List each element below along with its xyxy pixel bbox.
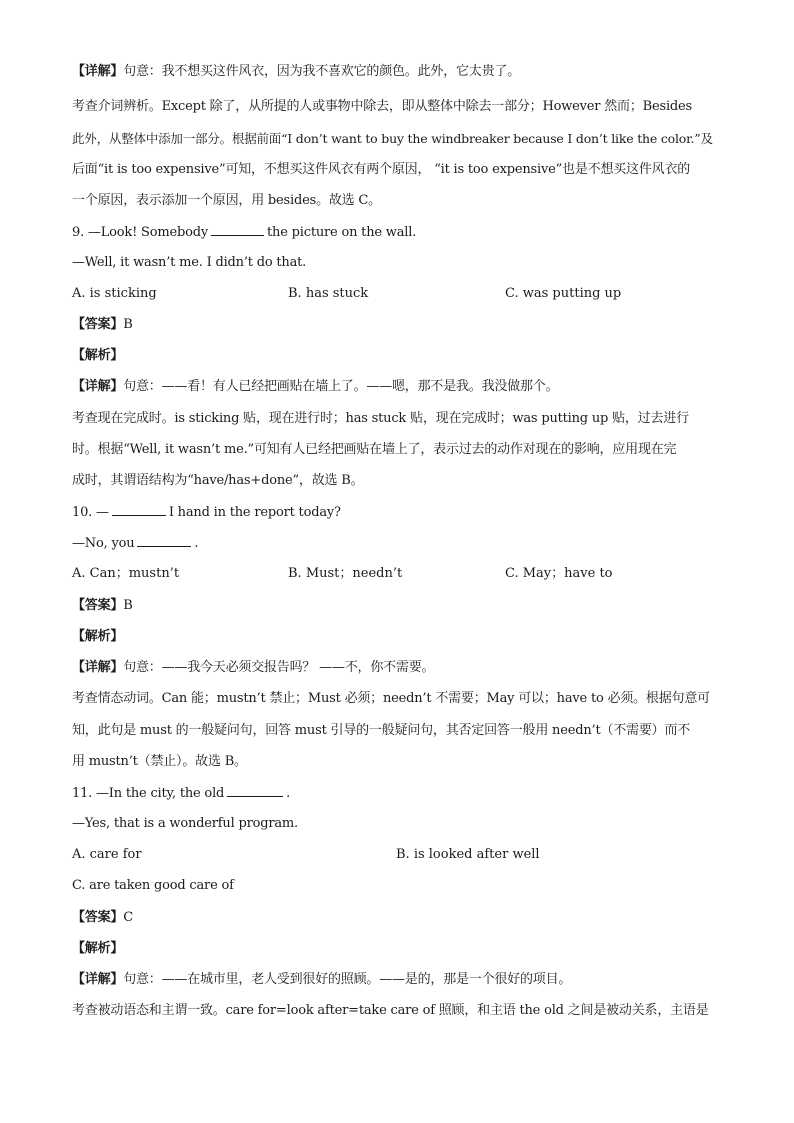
q9-stem-before: 9. —Look! Somebody [72,225,209,240]
q9-analysis-tag: 【解析】 [72,348,124,363]
q10-explanation-line-2: 知，此句是 must 的一般疑问句，回答 must 引导的一般疑问句，其否定回答一般用 needn’t（不需要）而不 [72,723,691,738]
q11-explanation-line-1: 考查被动语态和主谓一致。care for=look after=take care of 照顾，和主语 the old 之间是被动关系，主语是 [72,1003,709,1018]
q9-stem [72,222,416,243]
q10-option-b: B. Must；needn’t [288,566,403,581]
q9-explanation-line-2: 时。根据“Well, it wasn’t me.”可知有人已经把画贴在墙上了，表示过去的动作对现在的影响，应用现在完 [72,442,677,457]
q10-detail-text: 句意：——我今天必须交报告吗？ ——不，你不需要。 [123,660,435,675]
q9-answer-tag: 【答案】 [72,317,124,332]
q11-answer-line [72,908,133,928]
q11-option-a: A. care for [72,847,142,862]
q10-stem [72,502,341,523]
q11-options-row-1 [72,845,722,865]
q9-options [72,284,722,304]
q11-reply: —Yes, that is a wonderful program. [72,816,298,831]
q10-reply [72,533,198,554]
q11-detail-line [72,970,571,990]
q8-detail-line [72,62,520,82]
q10-options [72,564,722,584]
q9-option-a: A. is sticking [72,286,157,301]
q9-detail-tag: 【详解】 [72,379,124,394]
q10-answer-value: B [123,598,133,613]
q10-stem-before: 10. — [72,505,109,520]
q10-answer-blank-1 [112,502,166,516]
q9-detail-text: 句意：——看！有人已经把画贴在墙上了。——嗯，那不是我。我没做那个。 [123,379,559,394]
q11-answer-blank [227,783,283,797]
q9-explanation-line-1: 考查现在完成时。is sticking 贴，现在进行时；has stuck 贴，现在完成时；was putting up 贴，过去进行 [72,411,689,426]
q10-reply-before: —No, you [72,536,135,551]
q8-explanation-line-4: 一个原因，表示添加一个原因，用 besides。故选 C。 [72,193,381,208]
q8-explanation-line-2: 此外，从整体中添加一部分。根据前面“I don’t want to buy the windbreaker because I don’t like the color.”及 [72,131,713,146]
q8-explanation-line-3: 后面“it is too expensive”可知，不想买这件风衣有两个原因， “it is too expensive”也是不想买这件风衣的 [72,162,691,177]
q9-answer-value: B [123,317,133,332]
q11-option-c: C. are taken good care of [72,878,234,893]
q10-option-c: C. May；have to [505,566,613,581]
q11-detail-tag: 【详解】 [72,972,124,987]
q8-detail-tag: 【详解】 [72,64,124,79]
q10-explanation-line-3: 用 mustn’t（禁止）。故选 B。 [72,754,247,769]
q9-answer-blank [211,222,264,236]
q10-stem-after: I hand in the report today? [168,505,341,520]
q10-answer-blank-2 [137,533,191,547]
q10-detail-line [72,658,434,678]
q11-answer-value: C [123,910,133,925]
q11-answer-tag: 【答案】 [72,910,124,925]
q8-explanation-line-1: 考查介词辨析。Except 除了，从所提的人或事物中除去，即从整体中除去一部分；However 然而；Besides [72,99,693,114]
q11-detail-text: 句意：——在城市里，老人受到很好的照顾。——是的，那是一个很好的项目。 [123,972,572,987]
q11-stem-before: 11. —In the city, the old [72,786,225,801]
q10-explanation-line-1: 考查情态动词。Can 能；mustn’t 禁止；Must 必须；needn’t 不需要；May 可以；have to 必须。根据句意可 [72,691,710,706]
q8-detail-text: 句意：我不想买这件风衣，因为我不喜欢它的颜色。此外，它太贵了。 [123,64,521,79]
q9-answer-line [72,315,133,335]
q10-answer-tag: 【答案】 [72,598,124,613]
q9-explanation-line-3: 成时，其谓语结构为“have/has+done”，故选 B。 [72,473,364,488]
q9-reply: —Well, it wasn’t me. I didn’t do that. [72,255,307,270]
q11-stem [72,783,290,804]
q9-stem-after: the picture on the wall. [267,225,417,240]
q11-option-b: B. is looked after well [396,847,540,862]
q9-detail-line [72,377,558,397]
q10-reply-after: . [194,536,199,551]
q10-detail-tag: 【详解】 [72,660,124,675]
q9-option-b: B. has stuck [288,286,369,301]
q11-analysis-tag: 【解析】 [72,941,124,956]
q10-analysis-tag: 【解析】 [72,629,124,644]
q10-option-a: A. Can；mustn’t [72,566,180,581]
q9-option-c: C. was putting up [505,286,622,301]
q10-answer-line [72,596,133,616]
q11-stem-after: . [286,786,291,801]
